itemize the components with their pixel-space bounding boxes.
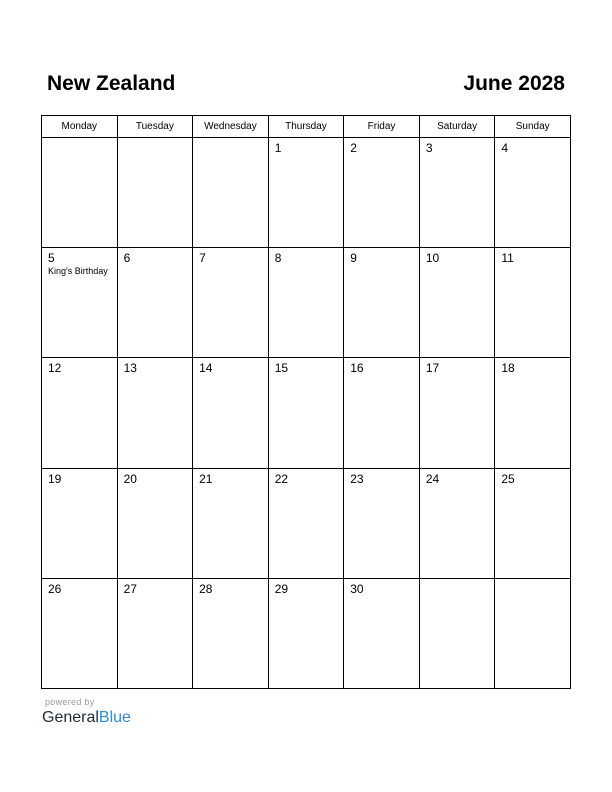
day-cell — [117, 248, 193, 358]
day-cell — [344, 358, 420, 468]
day-number: 29 — [274, 581, 289, 596]
day-cell — [193, 468, 269, 578]
day-number: 16 — [350, 361, 364, 376]
week-row — [42, 358, 571, 468]
day-number: 12 — [48, 361, 62, 376]
day-number: 25 — [501, 471, 515, 486]
calendar-grid — [41, 115, 571, 689]
day-cell — [117, 468, 193, 578]
day-cell — [495, 248, 571, 358]
country-title: New Zealand — [47, 72, 176, 95]
day-cell — [344, 578, 420, 688]
weekday-header: Sunday — [495, 116, 571, 138]
day-cell — [117, 578, 193, 688]
week-row — [42, 138, 571, 248]
day-cell — [42, 468, 118, 578]
day-cell — [268, 248, 344, 358]
day-number: 20 — [123, 471, 137, 486]
day-cell — [419, 358, 495, 468]
day-cell — [42, 248, 118, 358]
day-number: 2 — [350, 141, 357, 155]
day-cell — [344, 138, 420, 248]
day-number: 30 — [350, 581, 364, 596]
weekday-header: Wednesday — [193, 116, 269, 138]
day-cell — [193, 138, 269, 248]
day-number: 10 — [425, 251, 440, 266]
day-number: 28 — [199, 581, 213, 596]
day-cell — [268, 468, 344, 578]
day-number: 23 — [350, 471, 364, 486]
day-cell — [344, 248, 420, 358]
day-number: 22 — [274, 471, 289, 486]
day-number: 21 — [199, 471, 213, 486]
day-number: 18 — [501, 361, 515, 376]
day-number: 4 — [501, 141, 509, 155]
day-cell — [419, 138, 495, 248]
day-cell — [42, 358, 118, 468]
day-number: 7 — [199, 251, 206, 266]
weekday-header: Friday — [344, 116, 420, 138]
week-row — [42, 468, 571, 578]
weekday-header: Saturday — [419, 116, 495, 138]
week-row — [42, 578, 571, 688]
day-cell — [42, 578, 118, 688]
day-number: 27 — [123, 581, 137, 596]
day-cell — [419, 248, 495, 358]
day-cell — [495, 358, 571, 468]
day-cell — [495, 578, 571, 688]
day-cell — [419, 578, 495, 688]
day-number: 11 — [501, 251, 514, 266]
day-cell — [193, 248, 269, 358]
day-number: 26 — [48, 581, 62, 596]
weekday-header: Thursday — [268, 116, 344, 138]
logo-general-text: General — [42, 709, 99, 726]
day-number: 19 — [48, 471, 62, 486]
day-cell — [495, 468, 571, 578]
day-number: 9 — [350, 251, 357, 266]
day-cell — [117, 138, 193, 248]
weekday-header: Tuesday — [117, 116, 193, 138]
generalblue-logo[interactable] — [42, 708, 131, 728]
week-row — [42, 248, 571, 358]
day-number: 14 — [199, 361, 213, 376]
day-number: 6 — [123, 251, 131, 266]
day-cell — [344, 468, 420, 578]
day-number: 1 — [274, 141, 282, 155]
day-number: 3 — [425, 141, 433, 155]
day-cell — [42, 138, 118, 248]
weekday-header-row — [42, 116, 571, 138]
day-cell — [268, 138, 344, 248]
logo-blue-text: Blue — [98, 709, 131, 726]
month-year-title: June 2028 — [463, 72, 565, 95]
powered-by-text: powered by — [45, 697, 95, 707]
day-number: 15 — [274, 361, 289, 376]
day-cell — [117, 358, 193, 468]
day-number: 17 — [425, 361, 440, 376]
day-number: 24 — [425, 471, 440, 486]
day-number: 8 — [274, 251, 282, 266]
day-cell — [419, 468, 495, 578]
day-cell — [193, 358, 269, 468]
day-number: 13 — [123, 361, 137, 376]
holiday-label: King's Birthday — [48, 266, 108, 277]
day-cell — [193, 578, 269, 688]
day-cell — [268, 358, 344, 468]
day-number: 5 — [48, 251, 55, 266]
day-cell — [268, 578, 344, 688]
day-cell — [495, 138, 571, 248]
weekday-header: Monday — [42, 116, 118, 138]
